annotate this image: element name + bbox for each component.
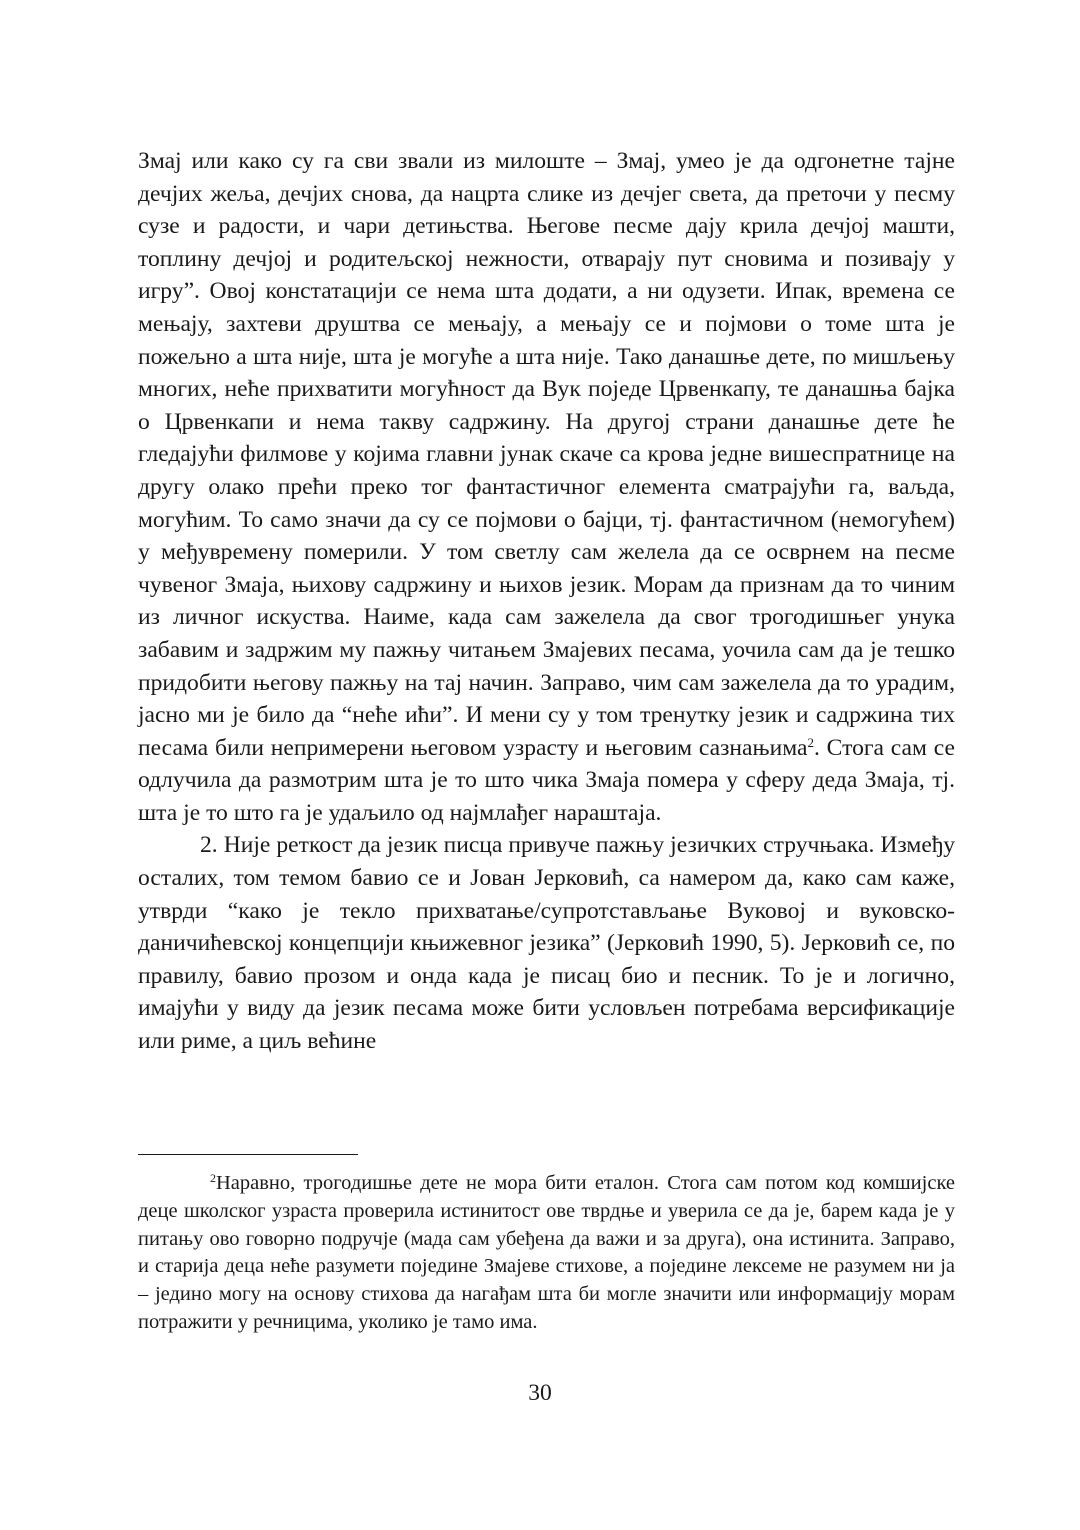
paragraph-1-text: Змај или како су га сви звали из милоште – Змај, умео је да одгонетне тајне дечјих жеља, дечјих снова, да нацрта слике из дечјег света, да преточи у песму сузе и радости, и чари детињства. Његове песме дају крила дечјој машти, топлину дечјој и родитељској нежности, отварају пут сновима и позивају у игру”. Овој констатацији се нема шта додати, а ни одузети. Ипак, времена се мењају, захтеви друштва се мењају, а мењају се и појмови о томе шта је пожељно а шта није, шта је могуће а шта није. Тако данашње дете, по мишљењу многих, неће прихватити могућност да Вук поједе Црвенкапу, те данашња бајка о Црвенкапи и нема такву садржину. На другој страни данашње дете ће гледајући филмове у којима главни јунак скаче са крова једне вишеспратнице на другу олако прећи преко тог фантастичног елемента сматрајући га, ваљда, могућим. То само значи да су се појмови о бајци, тј. фантастичном (немогућем) у међувремену померили. У том светлу сам желела да се осврнем на песме чувеног Змаја, њихову садржину и њихов језик. Морам да признам да то чиним из личног искуства. Наиме, када сам зажелела да свог трогодишњег унука забавим и задржим му пажњу читањем Змајевих песама, уочила сам да је тешко придобити његову пажњу на тај начин. Заправо, чим сам зажелела да то урадим, јасно ми је било да “неће ићи”. И мени су у том тренутку језик и садржина тих песама били непримерени његовом узрасту и његовим сазнањима [138, 148, 955, 761]
footnote-number: 2 [210, 1171, 216, 1185]
page-number: 30 [528, 1380, 552, 1406]
footnote [138, 1170, 955, 1337]
footnote-paragraph [138, 1170, 955, 1337]
paragraph-2: 2. Није реткост да језик писца привуче пажњу језичких стручњака. Између осталих, том темом бавио се и Јован Јерковић, са намером да, како сам каже, утврди “како је текло прихватање/супротстављање Вуковој и вуковско-даничићевској концепцији књижевног језика” (Јерковић 1990, 5). Јерковић се, по правилу, бавио прозом и онда када је писац био и песник. То је и логично, имајући у виду да језик песама може бити условљен потребама версификације или риме, а циљ већине [138, 832, 955, 1055]
footnote-reference: 2 [807, 734, 814, 750]
main-text [138, 145, 955, 1058]
footnote-text: Наравно, трогодишње дете не мора бити еталон. Стога сам потом код комшијске деце школског узраста проверила истинитост ове тврдње и уверила се да је, барем када је у питању ово говорно подручје (мада сам убеђена да важи и за друга), она истинита. Заправо, и старија деца неће разумети поједине Змајеве стихове, а поједине лексеме не разумем ни ја – једино могу на основу стихова да нагађам шта би могле значити или информацију морам потражити у речницима, уколико је тамо има. [138, 1172, 955, 1333]
paragraph-1-text-end: . Стога сам се одлучила да размотрим шта је то што чика Змаја помера у сферу деда Змаја, тј. шта је то што га је удаљило од најмлађег нараштаја. [138, 734, 955, 826]
paragraph-1 [138, 145, 955, 829]
footnote-separator [138, 1154, 358, 1155]
